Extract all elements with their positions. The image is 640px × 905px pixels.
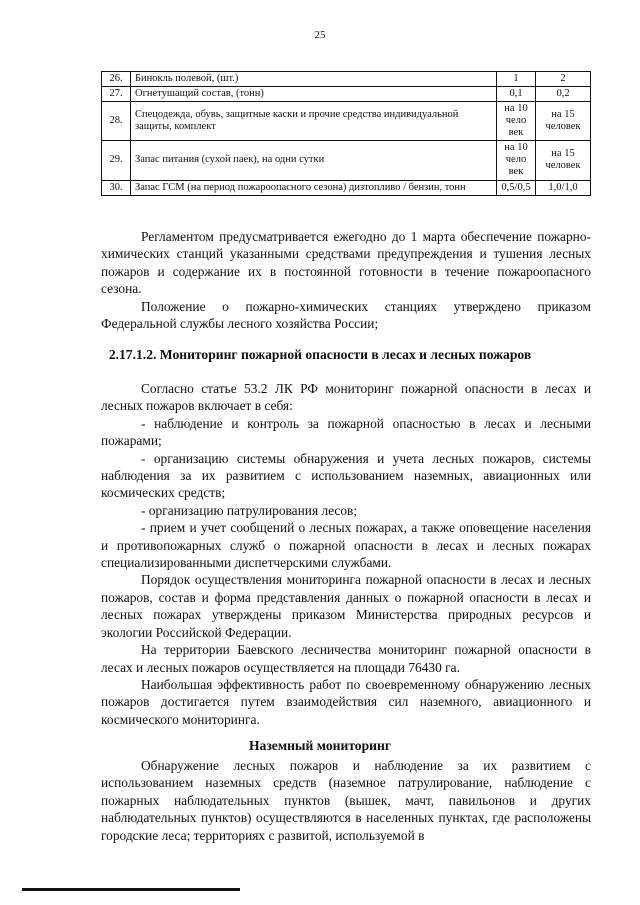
page-number: 25: [314, 29, 326, 41]
row-number: 27.: [102, 87, 131, 102]
quantity-1: 1: [497, 72, 536, 87]
item-name: Запас питания (сухой паек), на одни сутки: [131, 141, 497, 180]
item-name: Огнетушащий состав, (тонн): [131, 87, 497, 102]
paragraph-provision: Положение о пожарно-химических станциях утверждено приказом Федеральной службы лесного хозяйства России;: [101, 298, 591, 332]
row-number: 30.: [102, 180, 131, 195]
subheading-ground-monitoring: Наземный мониторинг: [248, 738, 392, 753]
quantity-1: на 10 чело век: [497, 102, 536, 141]
section-paragraph: - организацию патрулирования лесов;: [141, 502, 358, 518]
footer-rule: [22, 888, 240, 891]
table-row: [102, 102, 591, 141]
quantity-1: 0,1: [497, 87, 536, 102]
row-number: 26.: [102, 72, 131, 87]
paragraph-regulation: Регламентом предусматривается ежегодно до 1 марта обеспечение пожарно-химических станций указанными средствами предупреждения и тушения лесных пожаров и содержание их в постоянной готовности в течение пожароопасного сезона.: [101, 229, 591, 297]
section-heading: 2.17.1.2. Мониторинг пожарной опасности в лесах и лесных пожаров: [108, 347, 532, 362]
row-number: 28.: [102, 102, 131, 141]
row-number: 29.: [102, 141, 131, 180]
equipment-table: [101, 71, 591, 196]
section-paragraph: Наибольшая эффективность работ по своевременному обнаружению лесных пожаров достигается путем взаимодействия сил наземного, авиационного и космического мониторинга.: [101, 676, 591, 727]
table-row: [102, 141, 591, 180]
section-paragraph: - прием и учет сообщений о лесных пожарах, а также оповещение населения и противопожарных служб о пожарной опасности в лесах и лесных пожарах специализированными диспетчерскими службами.: [101, 520, 591, 571]
section-paragraph: На территории Баевского лесничества мониторинг пожарной опасности в лесах и лесных пожаров осуществляется на площади 76430 га.: [101, 642, 591, 675]
section-body: [101, 380, 591, 728]
table-row: [102, 180, 591, 195]
item-name: Бинокль полевой, (шт.): [131, 72, 497, 87]
quantity-2: на 15 человек: [536, 102, 591, 141]
table-row: [102, 72, 591, 87]
quantity-2: 1,0/1,0: [536, 180, 591, 195]
quantity-1: 0,5/0,5: [497, 180, 536, 195]
quantity-2: 2: [536, 72, 591, 87]
intro-text: [101, 228, 591, 332]
quantity-1: на 10 чело век: [497, 141, 536, 180]
paragraph-ground-monitoring: Обнаружение лесных пожаров и наблюдение за их развитием с использованием наземных средств (наземное патрулирование, наблюдение с пожарных наблюдательных пунктов (вышек, мачт, павильонов и других наблюдательных пунктов) осуществляются в населенных пунктах, где расположены городские леса; территориях с развитой, используемой в: [101, 758, 591, 843]
section-paragraph: Порядок осуществления мониторинга пожарной опасности в лесах и лесных пожаров, состав и форма представления данных о пожарной опасности в лесах и лесных пожарах утверждены приказом Министерства природных ресурсов и экологии Российской Федерации.: [101, 572, 591, 640]
table-row: [102, 87, 591, 102]
section-paragraph: - организацию системы обнаружения и учета лесных пожаров, системы наблюдения за их развитием с использованием наземных, авиационных или космических средств;: [101, 450, 591, 501]
ground-monitoring-text: [101, 757, 591, 844]
section-paragraph: - наблюдение и контроль за пожарной опасностью в лесах и лесными пожарами;: [101, 415, 591, 449]
quantity-2: на 15 человек: [536, 141, 591, 180]
quantity-2: 0,2: [536, 87, 591, 102]
item-name: Запас ГСМ (на период пожароопасного сезона) дизтопливо / бензин, тонн: [131, 180, 497, 195]
section-paragraph: Согласно статье 53.2 ЛК РФ мониторинг пожарной опасности в лесах и лесных пожаров включает в себя:: [101, 381, 591, 414]
item-name: Спецодежда, обувь, защитные каски и прочие средства индивидуальной защиты, комплект: [131, 102, 497, 141]
